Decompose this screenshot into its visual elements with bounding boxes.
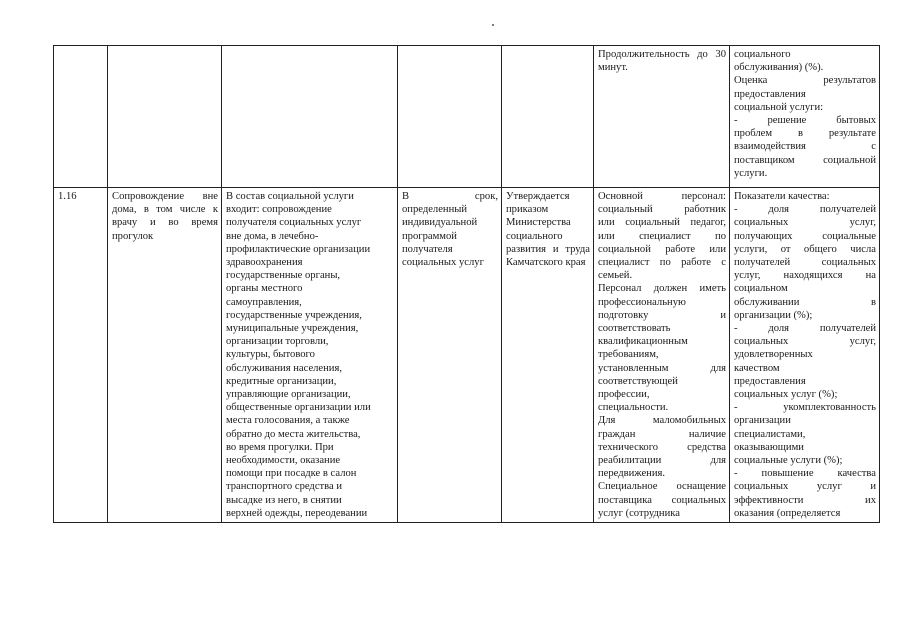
text-line: реабилитации для: [598, 455, 726, 467]
text-line: услуг (сотрудника: [598, 507, 680, 519]
text-line: - укомплектованность: [734, 402, 876, 414]
text-line: кредитные организации,: [226, 375, 337, 387]
text-line: социальных услуг (%);: [734, 389, 838, 401]
text-line: здравоохранения: [226, 257, 303, 269]
cell-tariff-empty: [502, 46, 594, 188]
text-line: Оценка результатов: [734, 75, 876, 87]
text-line: услуг, находящихся на: [734, 270, 876, 282]
text-line: услуги, от общего числа: [734, 243, 876, 255]
text-line: высадке из него, в снятии: [226, 494, 342, 506]
text-line: соответствующей: [598, 375, 678, 387]
text-line: социальной работе или: [598, 243, 726, 255]
service-term: В срок, определенный индивидуальной программой получателя социальных услуг: [402, 191, 498, 269]
text-line: обратно до места жительства,: [226, 428, 361, 440]
text-line: социальных услуг и: [734, 481, 876, 493]
text-line: оказания (определяется: [734, 507, 841, 519]
cell-content-empty: [222, 46, 398, 188]
text-line: входит: сопровождение: [226, 204, 332, 216]
text-line: - решение бытовых: [734, 115, 876, 127]
requirements-lines: [598, 190, 726, 520]
quality-tail-lines: [734, 48, 876, 180]
text-line: квалификационным: [598, 336, 688, 348]
text-line: социальном: [734, 283, 788, 295]
text-line: проблем в результате: [734, 128, 876, 140]
text-line: культуры, бытового: [226, 349, 315, 361]
text-line: социальный работник: [598, 204, 726, 216]
requirements-tail-text: Продолжительность до 30 минут.: [598, 49, 726, 74]
cell-number: [54, 188, 108, 523]
text-line: обслуживании в: [734, 296, 876, 308]
text-line: социальные услуги (%);: [734, 455, 843, 467]
text-line: социальной услуги:: [734, 101, 824, 113]
text-line: граждан наличие: [598, 428, 726, 440]
text-line: Для маломобильных: [598, 415, 726, 427]
text-line: требованиям,: [598, 349, 659, 361]
text-line: В состав социальной услуги: [226, 191, 354, 202]
cell-content: [222, 188, 398, 523]
text-line: поставщиком социальной: [734, 154, 876, 166]
cell-quality-tail: [730, 46, 880, 188]
cell-tariff: [502, 188, 594, 523]
text-line: транспортного средства и: [226, 481, 343, 493]
text-line: во время прогулки. При: [226, 441, 334, 453]
text-line: Основной персонал:: [598, 191, 726, 202]
cell-term-empty: [398, 46, 502, 188]
text-line: места голосования, а также: [226, 415, 350, 427]
text-line: государственные учреждения,: [226, 309, 362, 321]
text-line: необходимости, оказание: [226, 455, 341, 467]
text-line: эффективности их: [734, 494, 876, 506]
text-line: органы местного: [226, 283, 303, 295]
text-line: Персонал должен иметь: [598, 283, 726, 295]
service-content-lines: [226, 190, 394, 520]
text-line: Специальное оснащение: [598, 481, 726, 493]
text-line: услуги.: [734, 167, 768, 179]
text-line: получателя социальных услуг: [226, 217, 362, 229]
text-line: - повышение качества: [734, 468, 876, 480]
text-line: или специалист по: [598, 230, 726, 242]
text-line: взаимодействия с: [734, 141, 876, 153]
services-table: [53, 45, 880, 523]
text-line: получателей социальных: [734, 257, 876, 269]
table-row-1-16: [54, 188, 880, 523]
text-line: - доля получателей: [734, 204, 876, 216]
text-line: самоуправления,: [226, 296, 302, 308]
text-line: предоставления: [734, 88, 806, 100]
text-line: Показатели качества:: [734, 191, 830, 202]
quality-lines: [734, 190, 876, 520]
text-line: или социальный педагог,: [598, 217, 726, 229]
scan-speck: [492, 24, 494, 26]
text-line: профессии,: [598, 389, 650, 401]
text-line: верхней одежды, переодевании: [226, 507, 368, 519]
text-line: муниципальные учреждения,: [226, 323, 359, 335]
cell-service-name-empty: [108, 46, 222, 188]
text-line: профессиональную: [598, 296, 686, 308]
text-line: обслуживания) (%).: [734, 62, 824, 74]
cell-requirements-tail: [594, 46, 730, 188]
cell-term: [398, 188, 502, 523]
text-line: профилактические организации: [226, 243, 371, 255]
text-line: управляющие организации,: [226, 389, 351, 401]
text-line: качеством: [734, 362, 780, 374]
text-line: специалист по работе с: [598, 257, 726, 269]
text-line: семьей.: [598, 270, 633, 282]
row-number: 1.16: [58, 191, 77, 202]
cell-quality: [730, 188, 880, 523]
text-line: установленным для: [598, 362, 726, 374]
text-line: получающих социальные: [734, 230, 876, 242]
table-row-continuation: [54, 46, 880, 188]
text-line: технического средства: [598, 441, 726, 453]
text-line: - доля получателей: [734, 323, 876, 335]
cell-service-name: [108, 188, 222, 523]
cell-number-empty: [54, 46, 108, 188]
cell-requirements: [594, 188, 730, 523]
text-line: удовлетворенных: [734, 349, 813, 361]
service-tariff: Утверждается приказом Министерства социального развития и труда Камчатского края: [506, 191, 590, 269]
text-line: государственные органы,: [226, 270, 341, 282]
text-line: передвижения.: [598, 468, 666, 480]
text-line: оказывающими: [734, 441, 804, 453]
text-line: подготовку и: [598, 309, 726, 321]
text-line: специалистами,: [734, 428, 806, 440]
text-line: социальных услуг,: [734, 217, 876, 229]
text-line: помощи при посадке в салон: [226, 468, 357, 480]
text-line: предоставления: [734, 375, 806, 387]
text-line: поставщика социальных: [598, 494, 726, 506]
text-line: социального: [734, 49, 791, 60]
text-line: обслуживания населения,: [226, 362, 342, 374]
text-line: организации торговли,: [226, 336, 329, 348]
text-line: социальных услуг,: [734, 336, 876, 348]
service-name: Сопровождение вне дома, в том числе к врачу и во время прогулок: [112, 191, 218, 242]
text-line: организации (%);: [734, 309, 813, 321]
text-line: соответствовать: [598, 323, 671, 335]
text-line: вне дома, в лечебно-: [226, 230, 319, 242]
text-line: общественные организации или: [226, 402, 371, 414]
text-line: организации: [734, 415, 791, 427]
text-line: специальности.: [598, 402, 669, 414]
